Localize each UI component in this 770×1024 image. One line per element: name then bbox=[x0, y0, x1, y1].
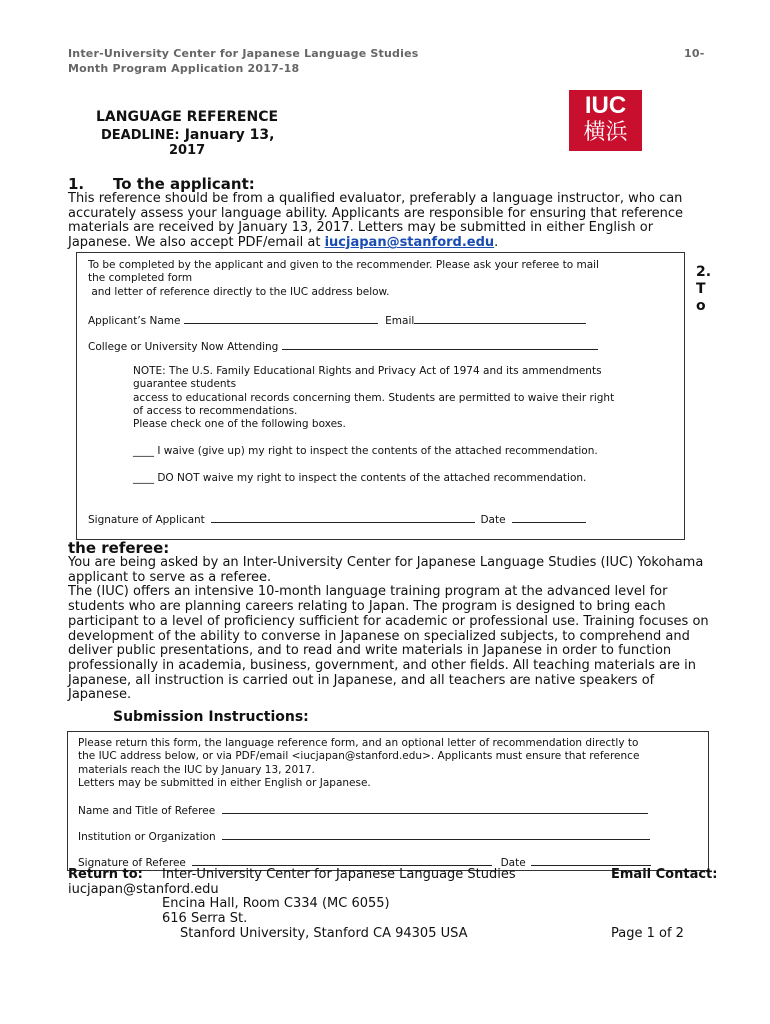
footer-address1: Encina Hall, Room C334 (MC 6055) bbox=[162, 896, 390, 911]
footer-address3: Stanford University, Stanford CA 94305 USA bbox=[180, 926, 468, 941]
applicant-name-row bbox=[88, 313, 586, 328]
referee-signature-field[interactable] bbox=[192, 855, 492, 866]
footer-address2: 616 Serra St. bbox=[162, 911, 248, 926]
applicant-date-field[interactable] bbox=[512, 512, 586, 523]
applicant-signature-row bbox=[88, 512, 586, 527]
applicant-name-field[interactable] bbox=[184, 313, 378, 324]
submission-text bbox=[78, 737, 703, 790]
section2-side-heading bbox=[696, 264, 711, 315]
section2-line: development of the ability to converse in Japanese on specialized subjects, to comprehend and bbox=[68, 628, 690, 644]
iuc-logo bbox=[569, 90, 642, 151]
deadline-block bbox=[101, 124, 301, 158]
note-line: Please check one of the following boxes. bbox=[133, 418, 346, 431]
section2-line: Japanese. bbox=[68, 687, 132, 703]
submission-line: the IUC address below, or via PDF/email <iucjapan@stanford.edu>. Applicants must ensure that reference bbox=[78, 750, 640, 763]
section1-line: accurately assess your language ability. Applicants are responsible for ensuring that reference bbox=[68, 205, 684, 221]
side-char: T bbox=[696, 281, 706, 297]
submission-line: Letters may be submitted in either English or Japanese. bbox=[78, 776, 371, 789]
submission-line: Please return this form, the language reference form, and an optional letter of recommendation directly to bbox=[78, 737, 639, 749]
applicant-signature-label: Signature of Applicant bbox=[88, 514, 205, 526]
not-waive-option[interactable]: ____ DO NOT waive my right to inspect the contents of the attached recommendation. bbox=[133, 472, 587, 484]
applicant-email-label: Email bbox=[385, 315, 415, 327]
deadline-label: DEADLINE: bbox=[101, 128, 180, 143]
referee-name-field[interactable] bbox=[222, 803, 648, 814]
applicant-signature-field[interactable] bbox=[211, 512, 475, 523]
note-line: of access to recommendations. bbox=[133, 404, 298, 417]
header-line1-left: Inter-University Center for Japanese Language Studies bbox=[68, 47, 419, 60]
section2-line: You are being asked by an Inter-University Center for Japanese Language Studies (IUC) Yokohama bbox=[68, 555, 704, 570]
header-line1-right: 10- bbox=[684, 47, 705, 60]
submission-line: materials reach the IUC by January 13, 2017. bbox=[78, 763, 315, 776]
email-link[interactable]: iucjapan@stanford.edu bbox=[324, 235, 495, 251]
section2-line: Japanese, all instruction is carried out in Japanese, and all teachers are native speakers of bbox=[68, 672, 655, 688]
applicant-date-label: Date bbox=[480, 514, 506, 526]
section1-line: materials are received by January 13, 2017. Letters may be submitted in either English or bbox=[68, 220, 654, 236]
college-label: College or University Now Attending bbox=[88, 341, 279, 353]
note-line: NOTE: The U.S. Family Educational Rights and Privacy Act of 1974 and its ammendments bbox=[133, 365, 602, 377]
section2-line: deliver public presentations, and to read and write materials in Japanese in order to function bbox=[68, 643, 672, 659]
logo-text: IUC bbox=[584, 92, 627, 119]
applicant-intro-line: the completed form bbox=[88, 272, 193, 285]
note-line: guarantee students bbox=[133, 378, 237, 391]
applicant-intro-line: To be completed by the applicant and given to the recommender. Please ask your referee to mail bbox=[88, 259, 599, 271]
section2-line: applicant to serve as a referee. bbox=[68, 569, 272, 585]
applicant-name-label: Applicant’s Name bbox=[88, 315, 181, 327]
referee-date-label: Date bbox=[500, 857, 526, 869]
section2-paragraph bbox=[68, 556, 718, 703]
institution-label: Institution or Organization bbox=[78, 831, 216, 843]
section1-line: This reference should be from a qualified evaluator, preferably a language instructor, who can bbox=[68, 191, 683, 206]
applicant-intro-line: and letter of reference directly to the IUC address below. bbox=[88, 285, 390, 298]
ferpa-note bbox=[133, 365, 678, 431]
referee-name-row bbox=[78, 803, 648, 818]
form-title: LANGUAGE REFERENCE bbox=[96, 109, 279, 125]
section2-line: students who are planning careers relating to Japan. The program is designed to bring each bbox=[68, 599, 666, 615]
side-char: 2. bbox=[696, 264, 712, 280]
header-line2: Month Program Application 2017-18 bbox=[68, 62, 300, 75]
section2-line: participant to a level of proficiency sufficient for academic or professional use. Training focuses on bbox=[68, 613, 709, 629]
section2-heading: the referee: bbox=[68, 539, 170, 557]
section1-number: 1. bbox=[68, 175, 85, 193]
section1-heading: To the applicant: bbox=[113, 175, 255, 193]
applicant-intro bbox=[88, 259, 678, 299]
section2-line: The (IUC) offers an intensive 10-month language training program at the advanced level for bbox=[68, 584, 668, 600]
section1-line4-text: Japanese. We also accept PDF/email at bbox=[68, 235, 325, 251]
section1-paragraph bbox=[68, 192, 718, 251]
return-label: Return to: bbox=[68, 867, 143, 882]
institution-field[interactable] bbox=[222, 829, 650, 840]
logo-kanji: 横浜 bbox=[583, 120, 628, 145]
referee-name-label: Name and Title of Referee bbox=[78, 805, 216, 817]
institution-row bbox=[78, 829, 650, 844]
applicant-email-field[interactable] bbox=[414, 313, 586, 324]
footer-email[interactable]: iucjapan@stanford.edu bbox=[68, 882, 219, 897]
referee-signature-label: Signature of Referee bbox=[78, 857, 186, 869]
email-contact-label: Email Contact: bbox=[611, 867, 718, 882]
note-line: access to educational records concerning them. Students are permitted to waive their right bbox=[133, 391, 615, 404]
waive-option[interactable]: ____ I waive (give up) my right to inspect the contents of the attached recommendation. bbox=[133, 445, 598, 457]
college-field[interactable] bbox=[282, 339, 598, 350]
deadline-year: 2017 bbox=[169, 143, 206, 158]
section1-line bbox=[68, 236, 718, 251]
section2-line: professionally in academia, business, government, and other fields. All teaching materials are in bbox=[68, 657, 697, 673]
submission-heading: Submission Instructions: bbox=[113, 709, 309, 725]
side-char: o bbox=[696, 298, 706, 314]
college-row bbox=[88, 339, 598, 354]
page-number: Page 1 of 2 bbox=[611, 926, 684, 941]
section1-line4-end: . bbox=[494, 235, 499, 251]
deadline-date: January 13, bbox=[184, 127, 275, 143]
footer-org: Inter-University Center for Japanese Language Studies bbox=[162, 867, 516, 882]
referee-date-field[interactable] bbox=[531, 855, 651, 866]
